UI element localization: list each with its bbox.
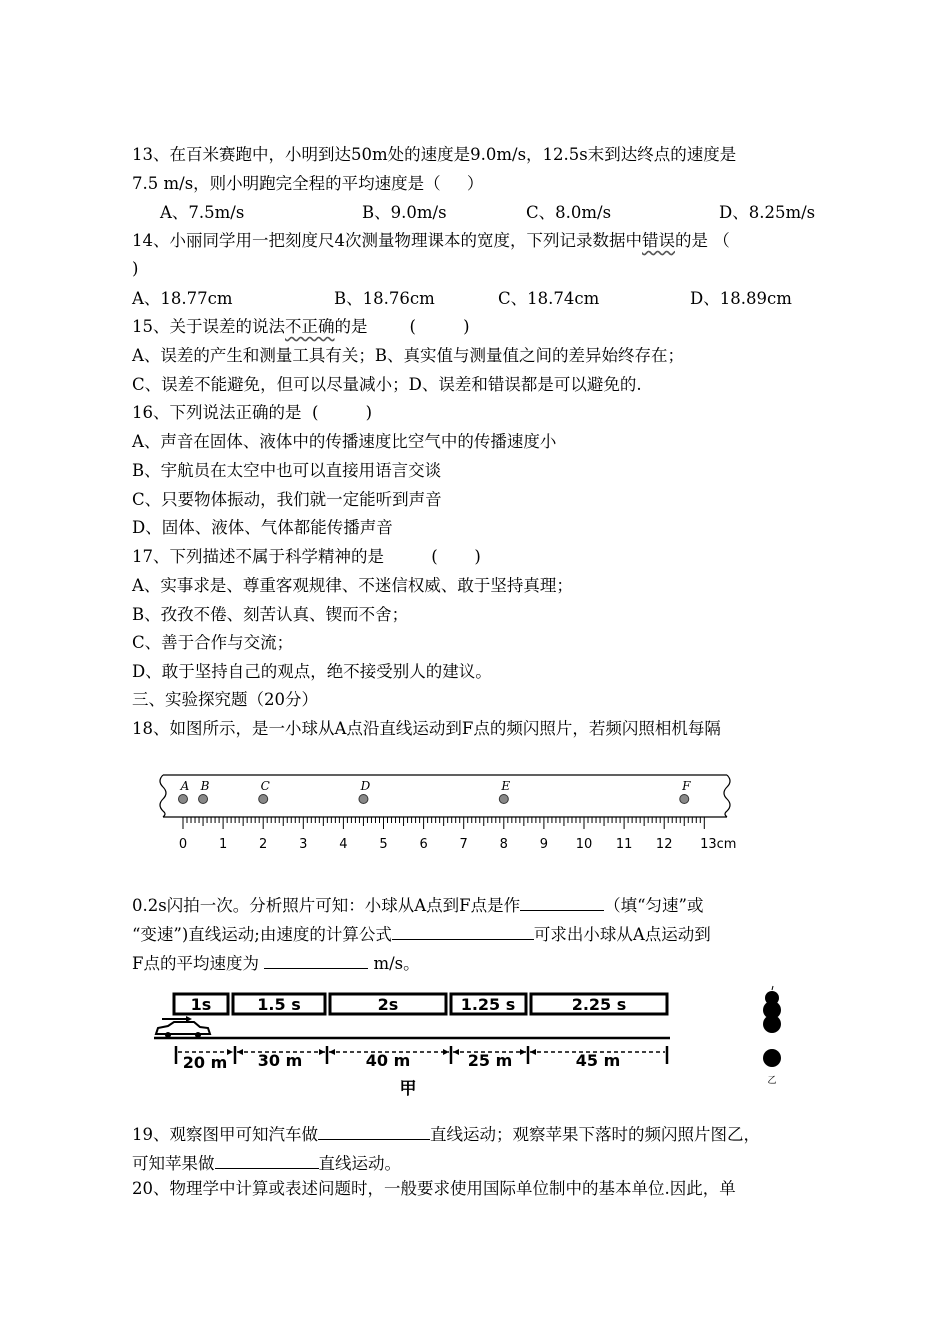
q15-emphasis: 不正确: [285, 317, 335, 336]
answer-blank-speed[interactable]: [264, 950, 368, 969]
ball-label: F: [682, 779, 691, 793]
q18-line2: 0.2s闪拍一次。分析照片可知：小球从A点到F点是作 （填“匀速”或: [132, 892, 703, 916]
ruler-number: 6: [419, 837, 428, 852]
figure-jia: [150, 990, 680, 1100]
q15-stem: 15、关于误差的说法不正确的是 ( ): [132, 317, 470, 336]
car-icon: [156, 1016, 210, 1038]
ball-A: [179, 795, 188, 804]
q16-stem: 16、下列说法正确的是 ( ): [132, 403, 373, 422]
q17-opt-b: B、孜孜不倦、刻苦认真、锲而不舍；: [132, 605, 409, 624]
ball-label: B: [200, 779, 210, 793]
q15-line-c: C、误差不能避免，但可以尽量减小；D、误差和错误都是可以避免的.: [132, 375, 642, 394]
answer-blank-apple[interactable]: [215, 1150, 319, 1169]
distance-label-1: 20 m: [182, 1053, 228, 1072]
answer-blank-car[interactable]: [318, 1121, 430, 1140]
q13-opt-b: B、9.0m/s: [362, 203, 447, 222]
ball-label: E: [501, 779, 511, 793]
section-heading: 三、实验探究题（20分）: [132, 690, 318, 709]
q13-opt-c: C、8.0m/s: [526, 203, 612, 222]
q13-line2: 7.5 m/s，则小明跑完全程的平均速度是（ ）: [132, 174, 484, 193]
ball-label: C: [260, 779, 270, 793]
q16-opt-b: B、宇航员在太空中也可以直接用语言交谈: [132, 461, 442, 480]
ball-label: A: [180, 779, 190, 793]
q17-stem: 17、下列描述不属于科学精神的是 ( ): [132, 547, 481, 566]
q14-emphasis: 错误: [642, 231, 675, 250]
ruler-number: 5: [379, 837, 388, 852]
ruler-number: 13cm: [700, 837, 737, 852]
q14-line1: 14、小丽同学用一把刻度尺4次测量物理课本的宽度，下列记录数据中错误的是 （: [132, 231, 730, 250]
q14-opt-a: A、18.77cm: [132, 289, 233, 308]
q18-line1: 18、如图所示，是一小球从A点沿直线运动到F点的频闪照片，若频闪照相机每隔: [132, 719, 721, 738]
ruler-number: 0: [178, 837, 188, 852]
q18-line3: “变速”)直线运动;由速度的计算公式 可求出小球从A点运动到: [132, 921, 711, 945]
ball-F: [680, 795, 689, 804]
q16-opt-c: C、只要物体振动，我们就一定能听到声音: [132, 490, 442, 509]
q20-line1: 20、物理学中计算或表述问题时，一般要求使用国际单位制中的基本单位.因此，单: [132, 1179, 736, 1198]
ruler-number: 2: [259, 837, 268, 852]
q13-opt-a: A、7.5m/s: [160, 203, 245, 222]
distance-label-2: 30 m: [257, 1051, 303, 1070]
q17-opt-c: C、善于合作与交流；: [132, 633, 294, 652]
ball-B: [199, 795, 208, 804]
distance-label-5: 45 m: [575, 1051, 621, 1070]
distance-label-3: 40 m: [365, 1051, 411, 1070]
ruler-number: 4: [339, 837, 348, 852]
time-label-5: 2.25 s: [571, 995, 627, 1014]
q16-opt-a: A、声音在固体、液体中的传播速度比空气中的传播速度小: [132, 432, 557, 451]
q13-opt-d: D、8.25m/s: [719, 203, 816, 222]
time-label-4: 1.25 s: [460, 995, 516, 1014]
figure-yi: [755, 988, 795, 1088]
q14-opt-c: C、18.74cm: [498, 289, 600, 308]
q13-line1: 13、在百米赛跑中，小明到达50m处的速度是9.0m/s，12.5s末到达终点的速度是: [132, 145, 737, 164]
q17-opt-d: D、敢于坚持自己的观点，绝不接受别人的建议。: [132, 662, 492, 681]
q14-line2: ): [132, 259, 139, 278]
ruler-number: 3: [299, 837, 308, 852]
q14-opt-b: B、18.76cm: [334, 289, 435, 308]
q19-line1: 19、观察图甲可知汽车做 直线运动；观察苹果下落时的频闪照片图乙，: [132, 1121, 760, 1145]
ruler-number: 8: [499, 837, 508, 852]
ball-C: [259, 795, 268, 804]
ruler-number: 1: [218, 837, 228, 852]
answer-blank-formula[interactable]: [392, 921, 534, 940]
ball-label: D: [360, 779, 371, 793]
ruler-number: 7: [459, 837, 468, 852]
ruler-number: 10: [575, 837, 593, 852]
time-label-1: 1s: [190, 995, 212, 1014]
ball-D: [359, 795, 368, 804]
apple-icon: [763, 991, 781, 1067]
figure-jia-caption: 甲: [399, 1079, 417, 1099]
time-label-2: 1.5 s: [257, 995, 301, 1014]
q19-line2: 可知苹果做 直线运动。: [132, 1150, 401, 1174]
q17-opt-a: A、实事求是、尊重客观规律、不迷信权威、敢于坚持真理；: [132, 576, 573, 595]
ruler-number: 9: [539, 837, 549, 852]
ruler-number: 11: [615, 837, 633, 852]
q16-opt-d: D、固体、液体、气体都能传播声音: [132, 518, 393, 537]
answer-blank-motion[interactable]: [520, 892, 604, 911]
distance-label-4: 25 m: [467, 1051, 513, 1070]
ruler-number: 12: [655, 837, 673, 852]
figure-yi-caption: 乙: [767, 1076, 777, 1086]
ruler-figure: [155, 770, 755, 860]
ball-E: [499, 795, 508, 804]
q14-opt-d: D、18.89cm: [690, 289, 792, 308]
q18-line4: F点的平均速度为 m/s。: [132, 950, 420, 974]
q15-line-a: A、误差的产生和测量工具有关；B、真实值与测量值之间的差异始终存在；: [132, 346, 685, 365]
time-label-3: 2s: [377, 995, 399, 1014]
